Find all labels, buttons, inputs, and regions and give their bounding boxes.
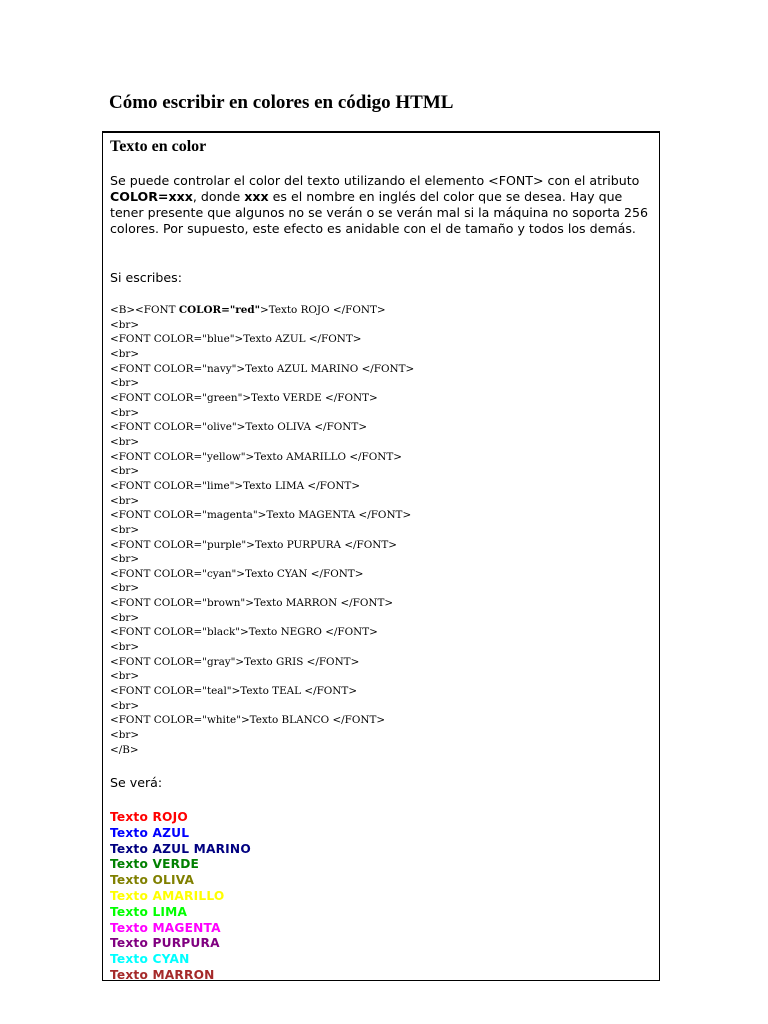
- code-block: [110, 303, 414, 757]
- code-line: <br>: [110, 611, 140, 624]
- section-title: Texto en color: [110, 138, 207, 155]
- code-line: <FONT COLOR="lime">Texto LIMA </FONT>: [110, 479, 361, 492]
- color-sample-text: Texto VERDE: [110, 857, 200, 872]
- color-sample-text: Texto ROJO: [110, 810, 188, 824]
- code-line: </B>: [110, 743, 139, 756]
- code-line: <FONT COLOR="green">Texto VERDE </FONT>: [110, 391, 378, 404]
- code-first-prefix: <B><FONT: [110, 304, 179, 316]
- code-first-suffix: >Texto ROJO </FONT>: [260, 304, 386, 316]
- code-line: [110, 303, 414, 318]
- intro-attr-bold: COLOR=xxx: [110, 189, 193, 204]
- code-lines: [110, 318, 414, 758]
- code-line: <FONT COLOR="black">Texto NEGRO </FONT>: [110, 626, 378, 639]
- color-samples: [110, 810, 251, 981]
- code-line: <FONT COLOR="cyan">Texto CYAN </FONT>: [110, 567, 364, 580]
- code-line: <FONT COLOR="olive">Texto OLIVA </FONT>: [110, 421, 368, 434]
- code-line: <FONT COLOR="white">Texto BLANCO </FONT>: [110, 714, 386, 727]
- color-sample-text: Texto AZUL MARINO: [110, 841, 251, 856]
- intro-xxx-bold: xxx: [244, 189, 269, 204]
- intro-text-2: , donde: [192, 189, 245, 204]
- code-line: <br>: [110, 670, 140, 683]
- code-line: <br>: [110, 582, 140, 595]
- code-line: <br>: [110, 435, 140, 448]
- color-sample-text: Texto LIMA: [110, 904, 188, 919]
- code-line: <br>: [110, 406, 140, 419]
- code-line: <br>: [110, 523, 140, 536]
- color-sample-text: Texto PURPURA: [110, 936, 220, 951]
- if-you-write-label: Si escribes:: [110, 270, 182, 285]
- code-first-bold: COLOR="red": [178, 304, 261, 316]
- color-sample-text: Texto CYAN: [110, 952, 190, 967]
- you-see-label: Se verá:: [110, 775, 163, 790]
- code-line: <FONT COLOR="navy">Texto AZUL MARINO </FONT>: [110, 362, 415, 375]
- color-sample-text: Texto AZUL: [110, 825, 190, 840]
- color-sample-text: Texto OLIVA: [110, 873, 195, 888]
- code-line: <FONT COLOR="yellow">Texto AMARILLO </FONT>: [110, 450, 402, 463]
- code-line: <br>: [110, 377, 140, 390]
- code-line: <FONT COLOR="teal">Texto TEAL </FONT>: [110, 685, 358, 698]
- color-sample-text: Texto AMARILLO: [110, 888, 225, 903]
- intro-text-1: Se puede controlar el color del texto utilizando el elemento <FONT> con el atributo: [110, 173, 640, 188]
- code-line: <br>: [110, 641, 140, 654]
- content-box: [102, 131, 660, 981]
- code-line: <br>: [110, 465, 140, 478]
- code-line: <FONT COLOR="brown">Texto MARRON </FONT>: [110, 597, 394, 610]
- intro-text-3: es el nombre en inglés del color que se desea. Hay que tener presente que algunos no se verán o se verán mal si la máquina no soporta 256 colores. Por supuesto, este efecto es anidable con el de tamaño y todos los demás.: [110, 189, 649, 236]
- code-line: <br>: [110, 318, 140, 331]
- code-line: <br>: [110, 729, 140, 742]
- code-line: <FONT COLOR="blue">Texto AZUL </FONT>: [110, 333, 362, 346]
- color-sample-text: Texto MAGENTA: [110, 920, 221, 935]
- code-line: <FONT COLOR="magenta">Texto MAGENTA </FONT>: [110, 509, 412, 522]
- intro-paragraph: [110, 173, 658, 237]
- page-title: Cómo escribir en colores en código HTML: [109, 92, 454, 113]
- code-line: <br>: [110, 494, 140, 507]
- code-line: <br>: [110, 553, 140, 566]
- code-line: <br>: [110, 347, 140, 360]
- code-line: <FONT COLOR="gray">Texto GRIS </FONT>: [110, 655, 360, 668]
- code-line: <FONT COLOR="purple">Texto PURPURA </FONT>: [110, 538, 397, 551]
- color-sample-text: Texto MARRON: [110, 967, 215, 981]
- code-line: <br>: [110, 699, 140, 712]
